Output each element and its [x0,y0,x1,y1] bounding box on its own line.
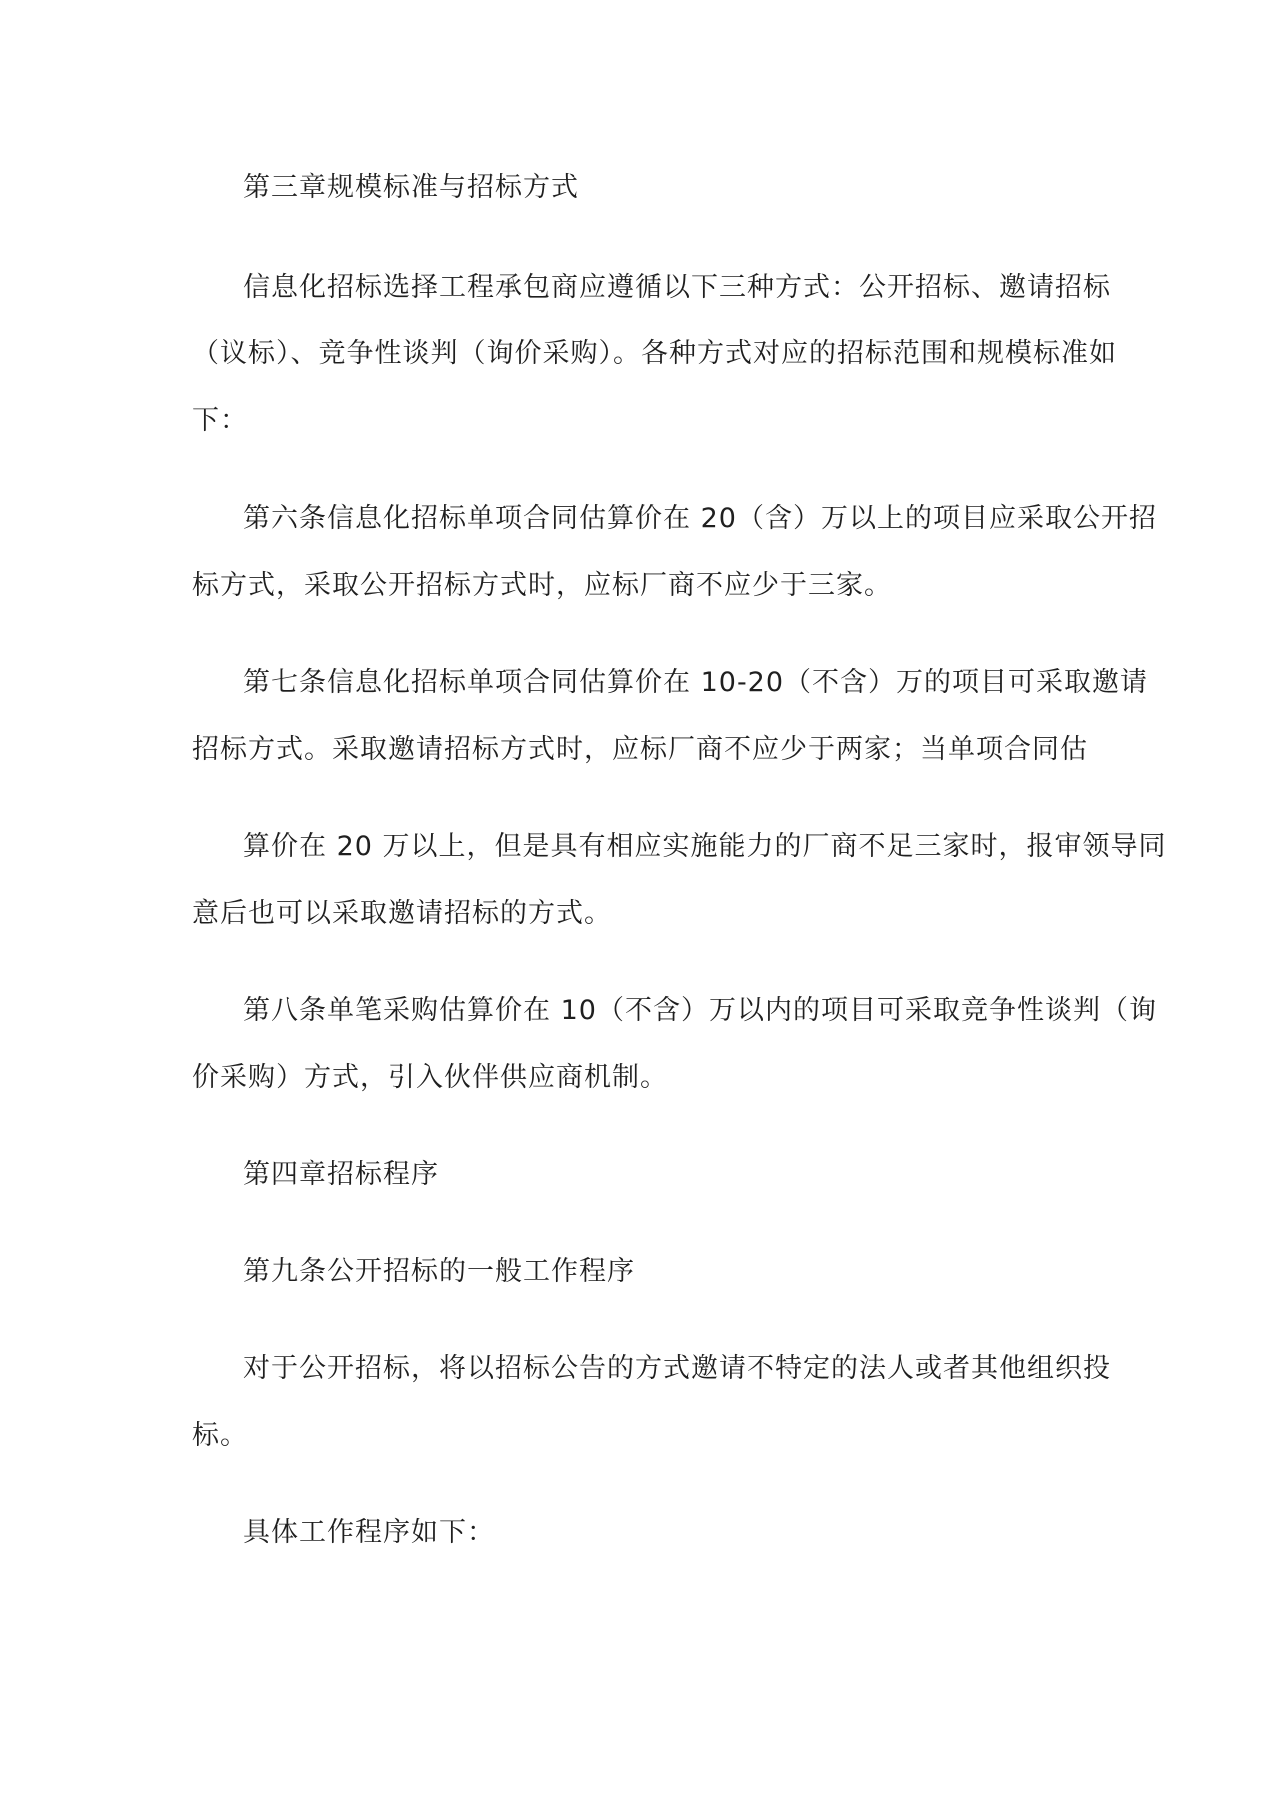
paragraph-methods-line-1: 信息化招标选择工程承包商应遵循以下三种方式：公开招标、邀请招标 [243,272,1111,303]
chapter-4-heading: 第四章招标程序 [243,1159,439,1190]
procedure-intro: 具体工作程序如下： [243,1517,495,1548]
article-6-line-1: 第六条信息化招标单项合同估算价在 20（含）万以上的项目应采取公开招 [243,503,1157,534]
paragraph-methods-line-2: （议标）、竞争性谈判（询价采购）。各种方式对应的招标范围和规模标准如 [192,338,1117,369]
article-8-line-1: 第八条单笔采购估算价在 10（不含）万以内的项目可采取竞争性谈判（询 [243,995,1157,1026]
article-7-continued-line-2: 意后也可以采取邀请招标的方式。 [192,898,612,929]
article-7-continued-line-1: 算价在 20 万以上，但是具有相应实施能力的厂商不足三家时，报审领导同 [243,831,1167,862]
open-tender-line-2: 标。 [192,1420,248,1451]
article-7-line-2: 招标方式。采取邀请招标方式时，应标厂商不应少于两家；当单项合同估 [192,734,1088,765]
article-8-line-2: 价采购）方式，引入伙伴供应商机制。 [192,1062,668,1093]
article-9-heading: 第九条公开招标的一般工作程序 [243,1256,635,1287]
paragraph-methods-line-3: 下： [192,405,248,436]
article-7-line-1: 第七条信息化招标单项合同估算价在 10-20（不含）万的项目可采取邀请 [243,667,1149,698]
open-tender-line-1: 对于公开招标，将以招标公告的方式邀请不特定的法人或者其他组织投 [243,1353,1111,1384]
chapter-3-heading: 第三章规模标准与招标方式 [243,172,579,203]
article-6-line-2: 标方式，采取公开招标方式时，应标厂商不应少于三家。 [192,570,892,601]
